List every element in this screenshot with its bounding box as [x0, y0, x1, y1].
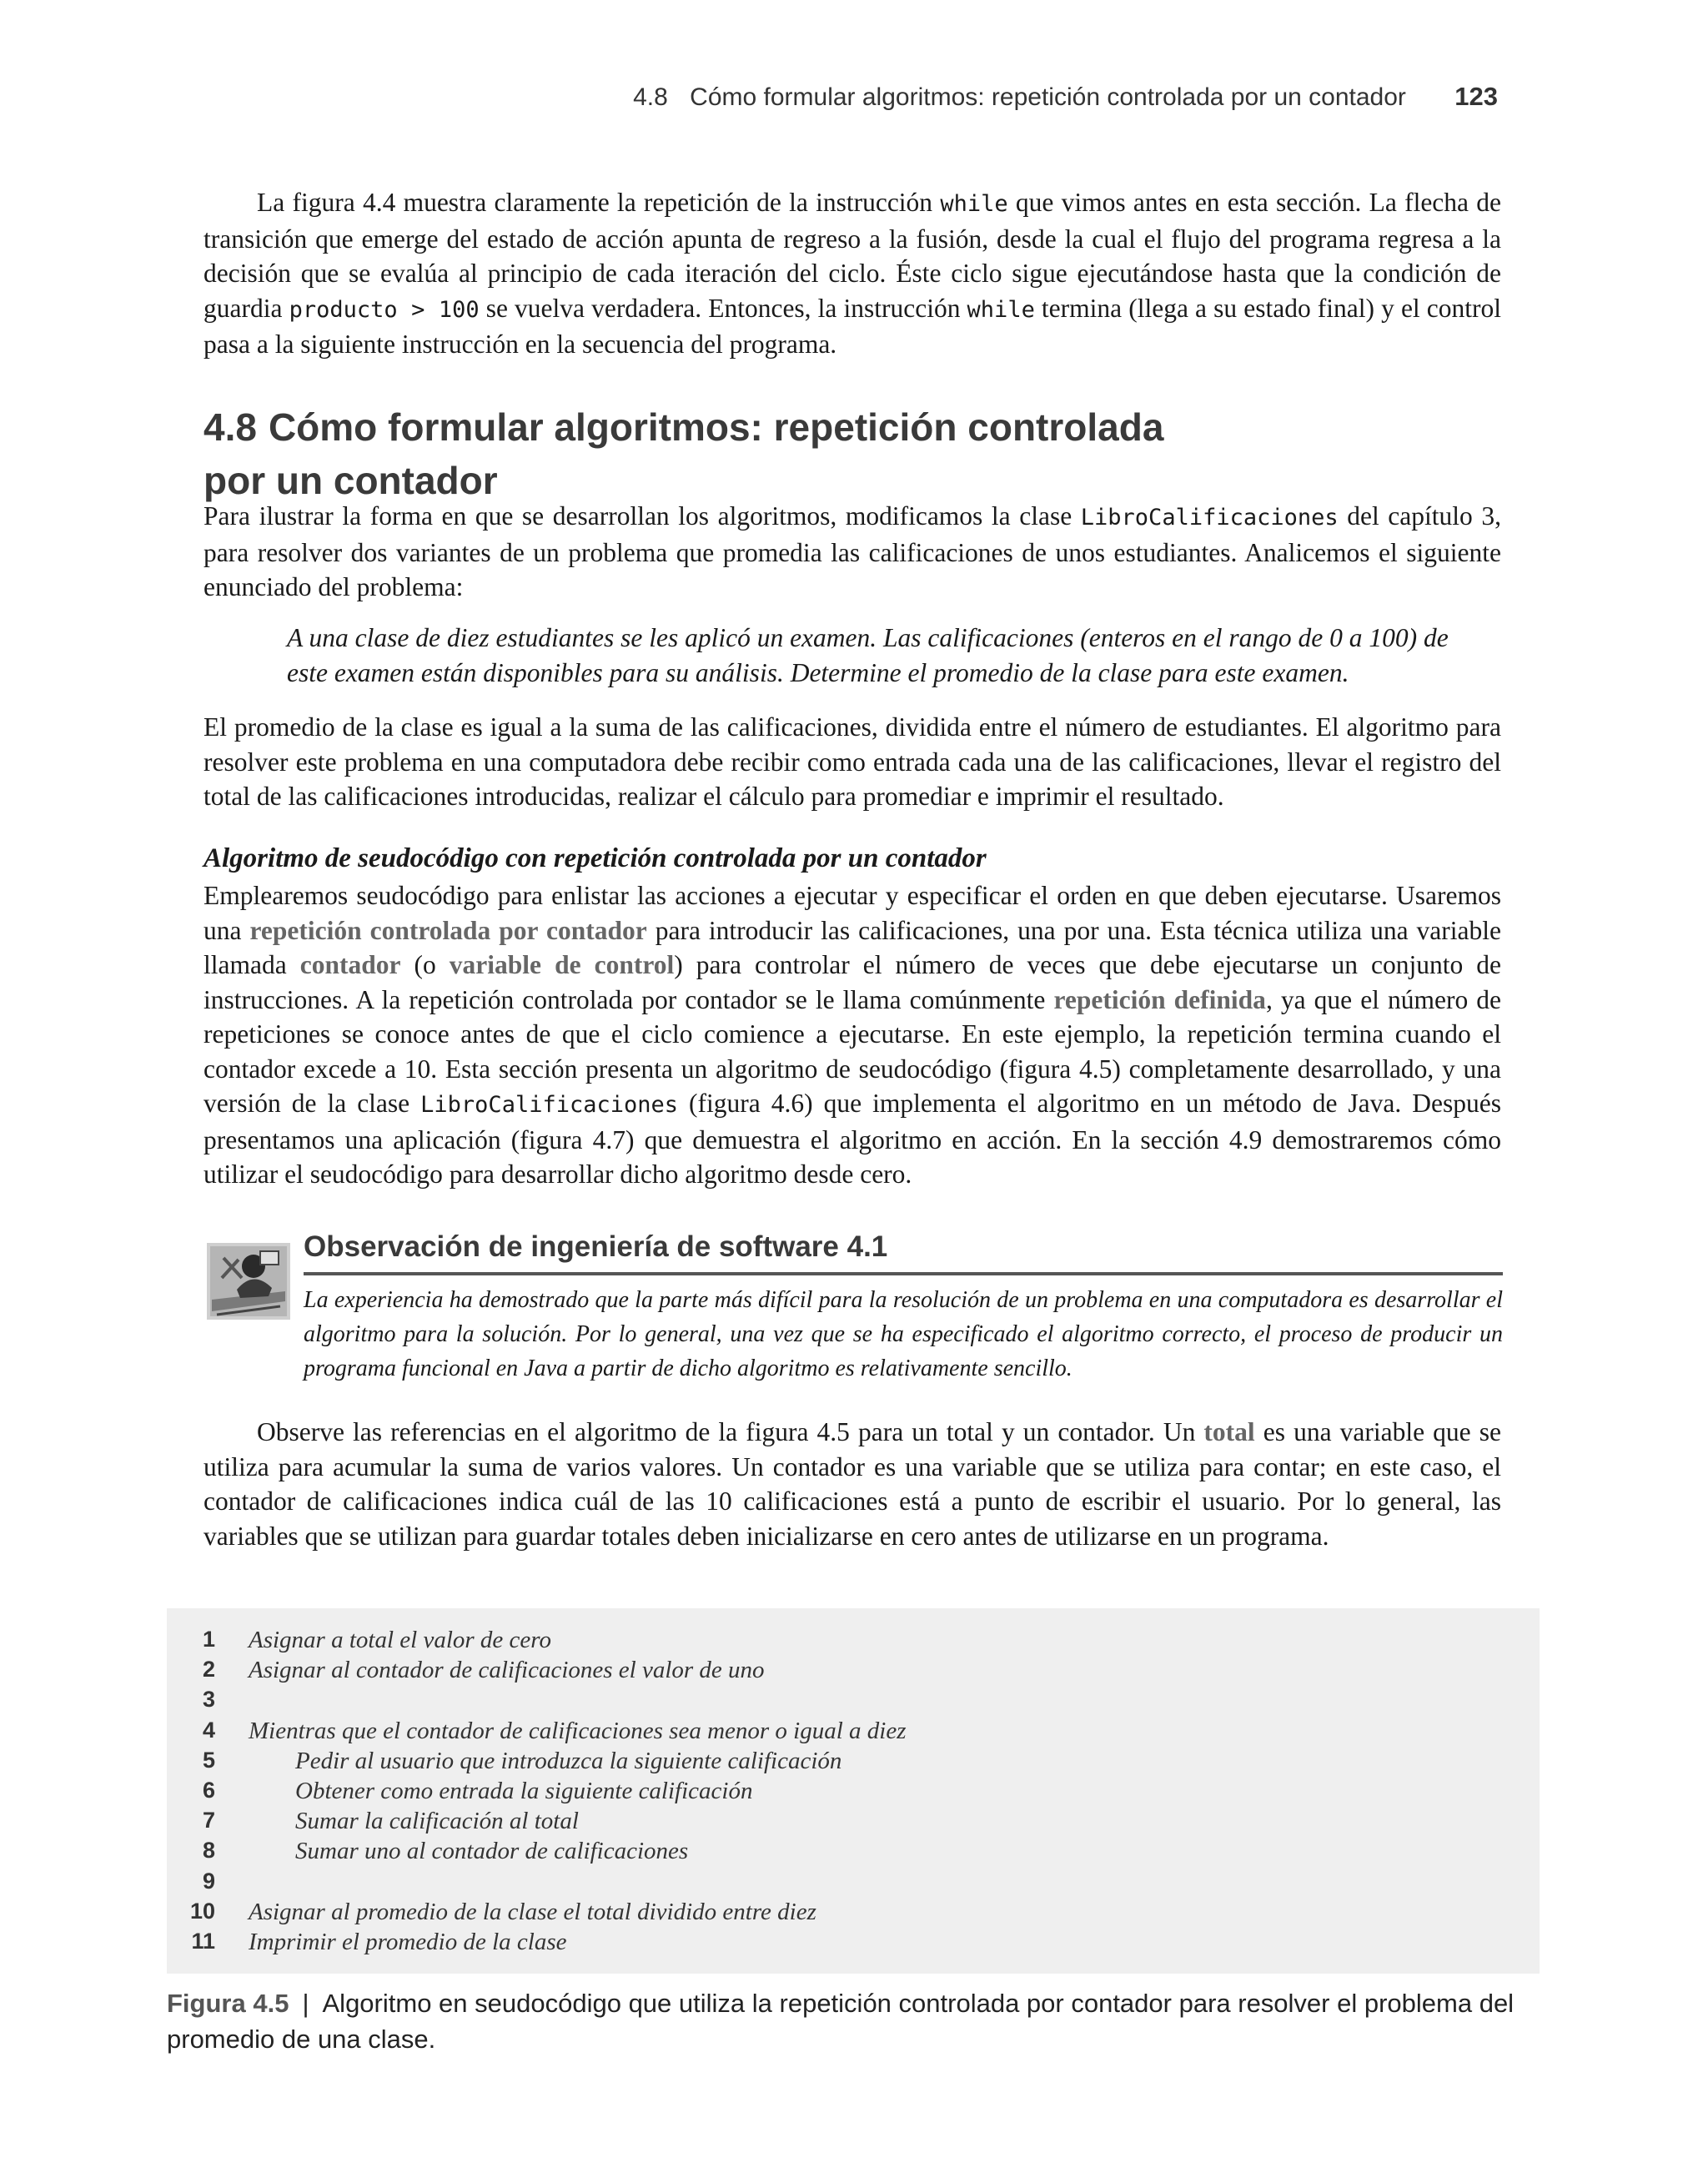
pseudocode-line	[167, 1627, 1501, 1657]
pseudocode-line	[167, 1748, 1501, 1778]
line-number: 7	[202, 1808, 215, 1833]
observation-title: Observación de ingeniería de software 4.1	[304, 1230, 888, 1263]
pseudocode-line	[167, 1718, 1501, 1748]
caption-text: Algoritmo en seudocódigo que utiliza la repetición controlada por contador para resolver el problema del promedio de una clase.	[167, 1989, 1515, 2054]
code-class-name: LibroCalificaciones	[420, 1092, 679, 1118]
line-number: 10	[189, 1898, 215, 1924]
code-keyword: while	[940, 191, 1008, 217]
section-heading-line1	[203, 400, 1454, 454]
pseudocode-line	[167, 1657, 1501, 1687]
paragraph-while-figure	[203, 185, 1501, 362]
line-number: 5	[202, 1747, 215, 1773]
engineer-at-desk-icon	[205, 1241, 292, 1321]
text-run: La figura 4.4 muestra claramente la repetición de la instrucción	[257, 188, 941, 217]
text-run: para introducir las calificaciones, una por una. Esta técnica utiliza una variable llamada	[203, 915, 1501, 979]
header-section-number: 4.8	[633, 83, 668, 111]
code-class-name: LibroCalificaciones	[1080, 505, 1339, 531]
text-run: (o	[400, 950, 450, 979]
text-run: Emplearemos seudocódigo para enlistar las acciones a ejecutar y especificar el orden en que deben ejecutarse. Usaremos una	[203, 881, 1501, 945]
pseudocode-line	[167, 1687, 1501, 1717]
text-run: Observe las referencias en el algoritmo de la figura 4.5 para un total y un contador. Un	[257, 1417, 1204, 1446]
line-text: Asignar al promedio de la clase el total dividido entre diez	[249, 1898, 816, 1925]
line-text: Imprimir el promedio de la clase	[249, 1929, 567, 1955]
key-term: total	[1203, 1417, 1255, 1446]
text-run: que vimos antes en esta sección. La flecha de transición que emerge del estado de acción apunta de regreso a la fusión, desde la cual el flujo del programa regresa a la decisión que se evalúa al principio de cada iteración del ciclo. Éste ciclo sigue ejecutándose hasta que la condición de guardia	[203, 188, 1502, 323]
line-text: Asignar al contador de calificaciones el valor de uno	[249, 1657, 765, 1684]
page-number: 123	[1454, 82, 1498, 111]
figure-caption	[167, 1985, 1535, 2057]
paragraph-total-counter	[203, 1415, 1501, 1553]
line-number: 3	[202, 1687, 215, 1713]
pseudocode-line	[167, 1869, 1501, 1899]
problem-statement: A una clase de diez estudiantes se les aplicó un examen. Las calificaciones (enteros en el rango de 0 a 100) de este examen están disponibles para su análisis. Determine el promedio de la clase para este examen.	[287, 623, 1449, 687]
key-term: variable de control	[449, 950, 675, 979]
line-number: 11	[191, 1929, 215, 1954]
caption-separator: |	[302, 1989, 309, 2018]
line-number: 9	[202, 1868, 215, 1894]
section-number: 4.8	[203, 405, 257, 449]
line-text: Asignar a total el valor de cero	[249, 1627, 551, 1653]
paragraph-intro	[203, 499, 1501, 605]
line-number: 2	[202, 1657, 215, 1683]
text-run: (figura 4.6) que implementa el algoritmo en un método de Java. Después presentamos una aplicación (figura 4.7) que demuestra el algoritmo en acción. En la sección 4.9 demostraremos cómo utilizar el seudocódigo para desarrollar dicho algoritmo desde cero.	[203, 1089, 1501, 1189]
code-condition: producto > 100	[289, 296, 480, 323]
line-number: 1	[202, 1627, 215, 1652]
code-keyword: while	[967, 296, 1035, 323]
line-number: 4	[202, 1717, 215, 1743]
subheading: Algoritmo de seudocódigo con repetición controlada por un contador	[203, 843, 987, 873]
pseudocode-line	[167, 1899, 1501, 1929]
line-text: Pedir al usuario que introduzca la siguiente calificación	[295, 1747, 842, 1774]
key-term: contador	[299, 950, 401, 979]
section-title-line2: por un contador	[203, 459, 498, 502]
key-term: repetición controlada por contador	[249, 915, 647, 945]
header-section-title: Cómo formular algoritmos: repetición controlada por un contador	[690, 83, 1406, 111]
line-number: 8	[202, 1838, 215, 1864]
observation-text: La experiencia ha demostrado que la parte más difícil para la resolución de un problema en una computadora es desarrollar el algoritmo para la solución. Por lo general, una vez que se ha especificado el algoritmo correcto, el proceso de producir un programa funcional en Java a partir de dicho algoritmo es relativamente sencillo.	[304, 1287, 1503, 1381]
pseudocode-line	[167, 1778, 1501, 1808]
caption-label: Figura 4.5	[167, 1989, 289, 2018]
pseudocode-line	[167, 1838, 1501, 1868]
text-run: Para ilustrar la forma en que se desarrollan los algoritmos, modificamos la clase	[203, 501, 1081, 531]
text-run: ) para controlar el número de veces que debe ejecutarse un conjunto de instrucciones. A la repetición controlada por contador se le llama comúnmente	[203, 950, 1502, 1014]
paragraph-counter-controlled	[203, 878, 1501, 1192]
pseudocode-line	[167, 1808, 1501, 1838]
text-run: del capítulo 3, para resolver dos variantes de un problema que promedia las calificaciones de unos estudiantes. Analicemos el siguiente enunciado del problema:	[203, 501, 1501, 601]
running-header	[625, 82, 1498, 112]
line-text: Mientras que el contador de calificaciones sea menor o igual a diez	[249, 1717, 907, 1744]
section-heading	[203, 400, 1454, 507]
pseudocode-figure	[167, 1608, 1540, 1974]
line-text: Obtener como entrada la siguiente calificación	[295, 1778, 753, 1804]
text-run: , ya que el número de repeticiones se conoce antes de que el ciclo comience a ejecutarse. En este ejemplo, la repetición termina cuando el contador excede a 10. Esta sección presenta un algoritmo de seudocódigo (figura 4.5) completamente desarrollado, y una versión de la clase	[203, 984, 1502, 1118]
paragraph-class-average: El promedio de la clase es igual a la suma de las calificaciones, dividida entre el número de estudiantes. El algoritmo para resolver este problema en una computadora debe recibir como entrada cada una de las calificaciones, llevar el registro del total de las calificaciones introducidas, realizar el cálculo para promediar e imprimir el resultado.	[203, 712, 1501, 811]
line-text: Sumar uno al contador de calificaciones	[295, 1838, 689, 1865]
pseudocode-line	[167, 1929, 1501, 1959]
section-title-line1: Cómo formular algoritmos: repetición controlada	[268, 405, 1164, 449]
text-run: es una variable que se utiliza para acumular la suma de varios valores. Un contador es una variable que se utiliza para contar; en este caso, el contador de calificaciones indica cuál de las 10 calificaciones está a punto de escribir el usuario. Por lo general, las variables que se utilizan para guardar totales deben inicializarse en cero antes de utilizarse en un programa.	[203, 1417, 1501, 1551]
observation-rule	[304, 1272, 1503, 1275]
text-run: se vuelva verdadera. Entonces, la instrucción	[479, 293, 967, 323]
key-term: repetición definida	[1053, 984, 1266, 1014]
line-number: 6	[202, 1778, 215, 1803]
line-text: Sumar la calificación al total	[295, 1808, 579, 1835]
text-run: termina (llega a su estado final) y el control pasa a la siguiente instrucción en la secuencia del programa.	[203, 293, 1501, 359]
